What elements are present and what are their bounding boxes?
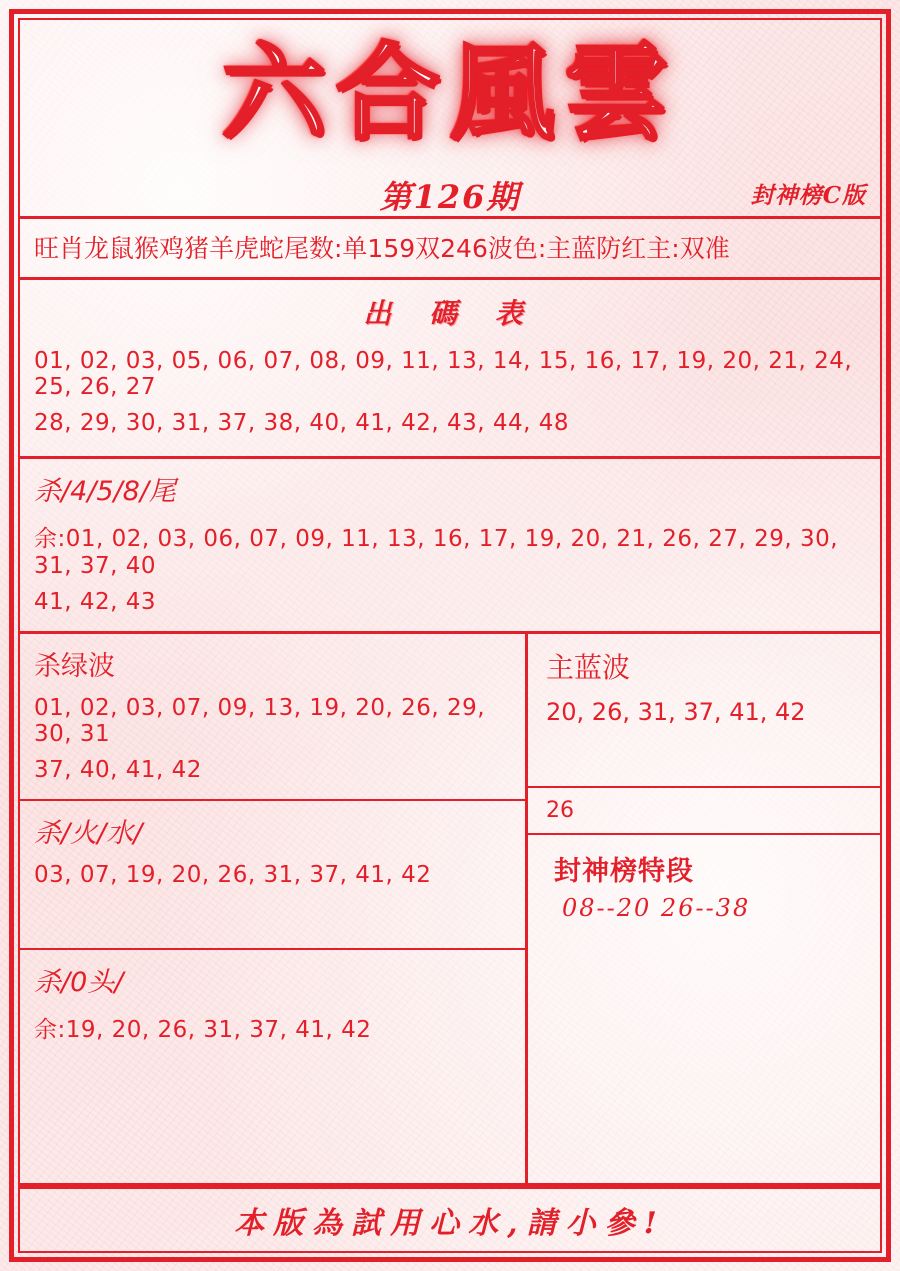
right-column bbox=[528, 634, 880, 1183]
kill-green-row-2: 37, 40, 41, 42 bbox=[34, 757, 202, 783]
code-table-section bbox=[20, 280, 880, 459]
footer-text: 本版為試用心水,請小參! bbox=[234, 1206, 666, 1241]
main-blue-numbers: 20, 26, 31, 37, 41, 42 bbox=[546, 698, 806, 726]
single-code-value: 26 bbox=[546, 798, 574, 823]
kill-tail-rest-row-2: 41, 42, 43 bbox=[34, 589, 157, 615]
kill-zero-head-section bbox=[20, 950, 525, 1183]
kill-tail-rest-row-1: 余:01, 02, 03, 06, 07, 09, 11, 13, 16, 17, 19, 20, 21, 26, 27, 29, 30, 31, 37, 40 bbox=[34, 526, 839, 579]
special-section-title: 封神榜特段 bbox=[554, 856, 694, 887]
code-table-title: 出 碼 表 bbox=[363, 297, 537, 330]
kill-green-row-1: 01, 02, 03, 07, 09, 13, 19, 20, 26, 29, 30, 31 bbox=[34, 695, 486, 747]
special-section bbox=[528, 835, 880, 1183]
title-block bbox=[20, 20, 880, 219]
kill-green-section bbox=[20, 634, 525, 801]
special-section-numbers: 08--20 26--38 bbox=[562, 894, 751, 922]
kill-zero-head-label: 杀/0头/ bbox=[34, 967, 124, 998]
code-table-row-2: 28, 29, 30, 31, 37, 38, 40, 41, 42, 43, 44, 48 bbox=[34, 410, 570, 436]
footer-bar bbox=[20, 1186, 880, 1251]
two-column-area bbox=[20, 634, 880, 1186]
kill-zero-head-row-1: 余:19, 20, 26, 31, 37, 41, 42 bbox=[34, 1017, 372, 1043]
kill-fire-water-section bbox=[20, 801, 525, 950]
left-column bbox=[20, 634, 528, 1183]
kill-fire-water-label: 杀/火/水/ bbox=[34, 818, 143, 849]
poster-content bbox=[18, 18, 882, 1253]
kill-tail-label: 杀/4/5/8/尾 bbox=[34, 476, 176, 507]
issue-number: 第126期 bbox=[379, 178, 521, 216]
summary-row: 旺肖龙鼠猴鸡猪羊虎蛇尾数:单159双246波色:主蓝防红主:双准 bbox=[20, 219, 880, 280]
edition-label: 封神榜C版 bbox=[750, 182, 866, 209]
kill-tail-section bbox=[20, 459, 880, 634]
code-table-row-1: 01, 02, 03, 05, 06, 07, 08, 09, 11, 13, 14, 15, 16, 17, 19, 20, 21, 24, 25, 26, 27 bbox=[34, 348, 853, 400]
main-blue-section bbox=[528, 634, 880, 788]
main-blue-label: 主蓝波 bbox=[546, 651, 631, 684]
single-code-section bbox=[528, 788, 880, 835]
kill-fire-water-row-1: 03, 07, 19, 20, 26, 31, 37, 41, 42 bbox=[34, 862, 432, 888]
page-title: 六合風雲 bbox=[221, 31, 678, 154]
kill-green-label: 杀绿波 bbox=[34, 651, 115, 682]
